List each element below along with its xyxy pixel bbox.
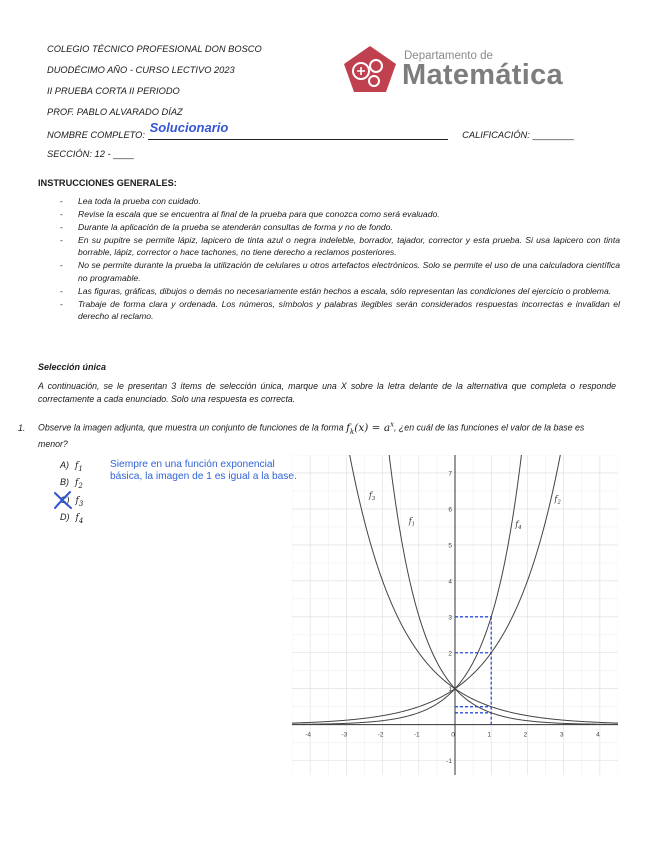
instruction-item: - Lea toda la prueba con cuidado. bbox=[60, 195, 620, 207]
graph-ticks bbox=[305, 470, 600, 765]
option-letter: C) bbox=[60, 494, 70, 505]
graph-axes bbox=[292, 455, 618, 775]
instruction-item: - Trabaje de forma clara y ordenada. Los números, símbolos y palabras ilegibles serán considerados respuestas incorrectas e invalidan el derecho al reclamo. bbox=[60, 298, 620, 322]
question-text bbox=[38, 418, 616, 451]
x-tick-label: -3 bbox=[341, 731, 348, 739]
name-handwritten: Solucionario bbox=[149, 120, 229, 135]
section-title: Selección única bbox=[38, 362, 107, 372]
curve-label-f4: $f_4$ bbox=[515, 519, 522, 531]
y-tick-label: 1 bbox=[448, 686, 452, 694]
section-line bbox=[47, 149, 134, 159]
curve-label-sub: 2 bbox=[557, 499, 561, 506]
x-tick-label: 2 bbox=[523, 731, 528, 739]
curve-f3 bbox=[346, 455, 618, 723]
option-letter: B) bbox=[60, 477, 69, 488]
x-tick-label: 3 bbox=[559, 731, 564, 739]
section-description: A continuación, se le presentan 3 ítems de selección única, marque una X sobre la letra delante de la alternativa que completa o responde correctamente a cada enunciado. Solo una respuesta es correcta. bbox=[38, 381, 616, 404]
question-text-a: Observe la imagen adjunta, que muestra un conjunto de funciones de la forma bbox=[38, 422, 347, 433]
logo-title: Matemática bbox=[402, 59, 563, 91]
instruction-item: - Revise la escala que se encuentra al final de la prueba para que conozca como será evaluado. bbox=[60, 208, 620, 220]
y-tick-label: 4 bbox=[448, 578, 452, 586]
curve-label-f1: $f_1$ bbox=[408, 516, 416, 528]
instruction-item: - En su pupitre se permite lápiz, lapicero de tinta azul o negra indeleble, borrador, tajador, corrector y esta prueba. Si usa lapicero con tinta borrable, lápiz, corrector o hace tachones, no tiene derecho a reclamos posteriores. bbox=[60, 234, 620, 258]
option-sub: 1 bbox=[78, 464, 83, 473]
section-label: SECCIÓN: 12 - bbox=[47, 149, 111, 159]
x-tick-label: -4 bbox=[305, 731, 312, 739]
question-text-b: , ¿en cuál de las funciones el valor de la base es menor? bbox=[38, 422, 585, 450]
x-tick-label: -1 bbox=[413, 731, 420, 739]
curve-f2 bbox=[292, 455, 564, 723]
name-label: NOMBRE COMPLETO: bbox=[47, 130, 145, 140]
option-d[interactable] bbox=[60, 511, 83, 528]
handwritten-note: Siempre en una función exponencial básica, la imagen de 1 es igual a la base. bbox=[110, 459, 297, 482]
course-year: DUODÉCIMO AÑO - CURSO LECTIVO 2023 bbox=[47, 65, 235, 75]
instructions-title: INSTRUCCIONES GENERALES: bbox=[38, 178, 177, 188]
formula-f: f bbox=[346, 421, 350, 434]
y-tick-label: -1 bbox=[446, 758, 452, 766]
school-name: COLEGIO TÉCNICO PROFESIONAL DON BOSCO bbox=[47, 44, 262, 54]
instruction-item: - Durante la aplicación de la prueba se atenderán consultas de forma y no de fondo. bbox=[60, 221, 620, 233]
option-sub: 4 bbox=[78, 516, 84, 525]
grade-label: CALIFICACIÓN: bbox=[462, 130, 530, 140]
exponential-graph bbox=[292, 455, 618, 775]
curve-f4 bbox=[292, 455, 523, 724]
instruction-item: - Las figuras, gráficas, dibujos o demás no necesariamente están hechos a escala, sólo representan las condiciones del ejercicio o problema. bbox=[60, 285, 620, 297]
curve-label-f2: $f_2$ bbox=[554, 494, 561, 506]
answer-mark-x-icon bbox=[52, 490, 74, 510]
option-func: f bbox=[75, 512, 79, 523]
y-tick-label: 3 bbox=[448, 614, 452, 622]
formula-sup: x bbox=[390, 420, 395, 428]
x-tick-label: -2 bbox=[377, 731, 384, 739]
option-sub: 3 bbox=[78, 499, 84, 508]
option-letter: D) bbox=[60, 511, 70, 522]
formula-rest: (x) = a bbox=[354, 421, 391, 434]
option-func: f bbox=[75, 461, 79, 471]
x-tick-label: 0 bbox=[451, 731, 455, 739]
curve-f1 bbox=[388, 455, 618, 724]
y-tick-label: 7 bbox=[448, 470, 452, 478]
option-sub: 2 bbox=[78, 482, 83, 491]
curve-label-sub: 3 bbox=[371, 496, 376, 503]
name-field[interactable] bbox=[148, 120, 448, 140]
section-blank[interactable]: ____ bbox=[113, 149, 134, 159]
option-letter: A) bbox=[60, 460, 69, 470]
option-a[interactable] bbox=[60, 459, 83, 476]
test-name: II PRUEBA CORTA II PERIODO bbox=[47, 86, 180, 96]
logo-subtitle: Departamento de bbox=[404, 50, 493, 62]
instruction-item: - No se permite durante la prueba la utilización de celulares u otros artefactos electrónicos. Solo se permite el uso de una calculadora científica no programable. bbox=[60, 259, 620, 283]
y-tick-label: 5 bbox=[448, 542, 452, 550]
curve-label-f3: $f_3$ bbox=[368, 491, 376, 503]
y-tick-label: 6 bbox=[448, 506, 452, 514]
instructions-list bbox=[60, 195, 620, 323]
name-line bbox=[47, 120, 607, 140]
grade-blank[interactable]: ________ bbox=[532, 130, 574, 140]
question-formula bbox=[346, 422, 394, 434]
pentagon-logo-icon bbox=[340, 44, 400, 94]
y-tick-label: 2 bbox=[448, 650, 452, 658]
formula-sub: k bbox=[349, 427, 355, 436]
curve-label-sub: 4 bbox=[518, 524, 522, 531]
x-tick-label: 4 bbox=[596, 731, 600, 739]
option-func: f bbox=[75, 478, 79, 489]
question-number: 1. bbox=[18, 423, 26, 433]
option-func: f bbox=[75, 495, 79, 506]
curve-label-sub: 1 bbox=[411, 521, 416, 528]
teacher-name: PROF. PABLO ALVARADO DÍAZ bbox=[47, 107, 183, 117]
x-tick-label: 1 bbox=[487, 731, 492, 739]
